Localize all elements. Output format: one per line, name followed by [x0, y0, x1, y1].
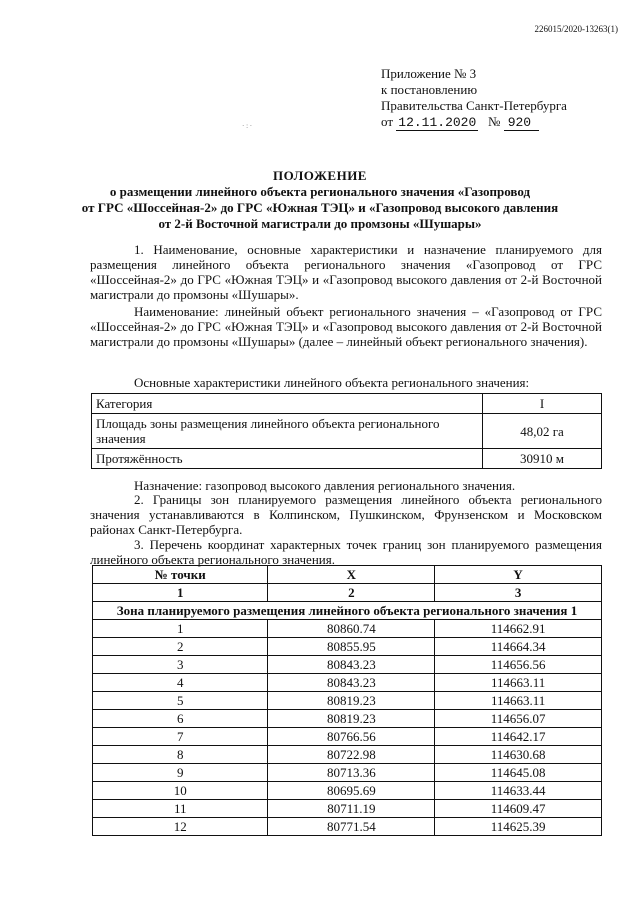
table-row [92, 414, 602, 449]
document-title [80, 168, 560, 232]
header-y: Y [435, 566, 602, 584]
x-value: 80819.23 [268, 692, 435, 710]
table-row [93, 818, 602, 836]
point-number: 2 [93, 638, 268, 656]
paragraph-characteristics-intro: Основные характеристики линейного объекта регионального значения: [134, 375, 530, 390]
x-value: 80695.69 [268, 782, 435, 800]
title-line-1: о размещении линейного объекта регионального значения «Газопровод [109, 184, 531, 199]
y-value: 114663.11 [435, 692, 602, 710]
date-prefix: от [381, 114, 394, 129]
table-row [93, 674, 602, 692]
zone-title: Зона планируемого размещения линейного объекта регионального значения 1 [93, 602, 602, 620]
column-number-row [93, 584, 602, 602]
x-value: 80843.23 [268, 656, 435, 674]
title-line-2: от ГРС «Шоссейная-2» до ГРС «Южная ТЭЦ» и «Газопровод высокого давления [81, 200, 559, 215]
characteristics-table [91, 393, 602, 469]
y-value: 114663.11 [435, 674, 602, 692]
x-value: 80766.56 [268, 728, 435, 746]
annex-line-2: к постановлению [381, 82, 478, 97]
paragraph-name: Наименование: линейный объект регионального значения – «Газопровод от ГРС «Шоссейная-2» до ГРС «Южная ТЭЦ» и «Газопровод высокого давления от 2-й Восточной магистрали до промзоны «Шушары» (далее – линейный объект регионального значения). [90, 304, 602, 349]
x-value: 80771.54 [268, 818, 435, 836]
coordinates-body [93, 620, 602, 836]
scan-specks: · : · [242, 122, 253, 130]
decree-number: 920 [504, 115, 539, 131]
y-value: 114656.07 [435, 710, 602, 728]
table-row [93, 764, 602, 782]
table-row [93, 800, 602, 818]
header-point-number: № точки [93, 566, 268, 584]
y-value: 114625.39 [435, 818, 602, 836]
table-row [92, 394, 602, 414]
point-number: 6 [93, 710, 268, 728]
x-value: 80711.19 [268, 800, 435, 818]
point-number: 5 [93, 692, 268, 710]
annex-date-line [381, 114, 567, 131]
column-number: 3 [435, 584, 602, 602]
annex-block [381, 66, 567, 131]
column-number: 1 [93, 584, 268, 602]
point-number: 11 [93, 800, 268, 818]
document-number: 226015/2020-13263(1) [534, 24, 618, 34]
paragraph-purpose: Назначение: газопровод высокого давления регионального значения. [134, 478, 516, 493]
point-number: 3 [93, 656, 268, 674]
table-row [93, 692, 602, 710]
table-row [93, 728, 602, 746]
annex-line-3: Правительства Санкт-Петербурга [381, 98, 567, 113]
char-value: 30910 м [483, 449, 602, 469]
x-value: 80819.23 [268, 710, 435, 728]
x-value: 80855.95 [268, 638, 435, 656]
table-row [93, 638, 602, 656]
table-header-row [93, 566, 602, 584]
char-value: 48,02 га [483, 414, 602, 449]
table-row [93, 782, 602, 800]
column-number: 2 [268, 584, 435, 602]
point-number: 10 [93, 782, 268, 800]
paragraph-3: 3. Перечень координат характерных точек границ зон планируемого размещения линейного объекта регионального значения. [90, 537, 602, 567]
header-x: X [268, 566, 435, 584]
title-heading: ПОЛОЖЕНИЕ [273, 168, 367, 183]
point-number: 9 [93, 764, 268, 782]
decree-date: 12.11.2020 [398, 115, 477, 130]
table-row [93, 746, 602, 764]
x-value: 80722.98 [268, 746, 435, 764]
y-value: 114662.91 [435, 620, 602, 638]
table-row [92, 449, 602, 469]
char-label: Категория [92, 394, 483, 414]
y-value: 114630.68 [435, 746, 602, 764]
char-label: Протяжённость [92, 449, 483, 469]
point-number: 4 [93, 674, 268, 692]
y-value: 114664.34 [435, 638, 602, 656]
point-number: 12 [93, 818, 268, 836]
paragraph-1: 1. Наименование, основные характеристики и назначение планируемого для размещения линейного объекта регионального значения «Газопровод от ГРС «Шоссейная-2» до ГРС «Южная ТЭЦ» и «Газопровод высокого давления от 2-й Восточной магистрали до промзоны «Шушары». [90, 242, 602, 302]
x-value: 80713.36 [268, 764, 435, 782]
table-row [93, 710, 602, 728]
y-value: 114656.56 [435, 656, 602, 674]
y-value: 114609.47 [435, 800, 602, 818]
table-row [93, 620, 602, 638]
y-value: 114633.44 [435, 782, 602, 800]
x-value: 80860.74 [268, 620, 435, 638]
annex-line-1: Приложение № 3 [381, 66, 477, 81]
char-label: Площадь зоны размещения линейного объекта регионального значения [92, 414, 483, 449]
y-value: 114642.17 [435, 728, 602, 746]
title-line-3: от 2-й Восточной магистрали до промзоны «Шушары» [158, 216, 482, 231]
table-row [93, 656, 602, 674]
point-number: 7 [93, 728, 268, 746]
x-value: 80843.23 [268, 674, 435, 692]
point-number: 1 [93, 620, 268, 638]
point-number: 8 [93, 746, 268, 764]
char-value: I [483, 394, 602, 414]
y-value: 114645.08 [435, 764, 602, 782]
zone-row [93, 602, 602, 620]
paragraph-2: 2. Границы зон планируемого размещения линейного объекта регионального значения устанавливаются в Колпинском, Пушкинском, Фрунзенском и Московском районах Санкт-Петербурга. [90, 492, 602, 537]
coordinates-table [92, 565, 602, 836]
number-prefix: № [488, 114, 501, 129]
